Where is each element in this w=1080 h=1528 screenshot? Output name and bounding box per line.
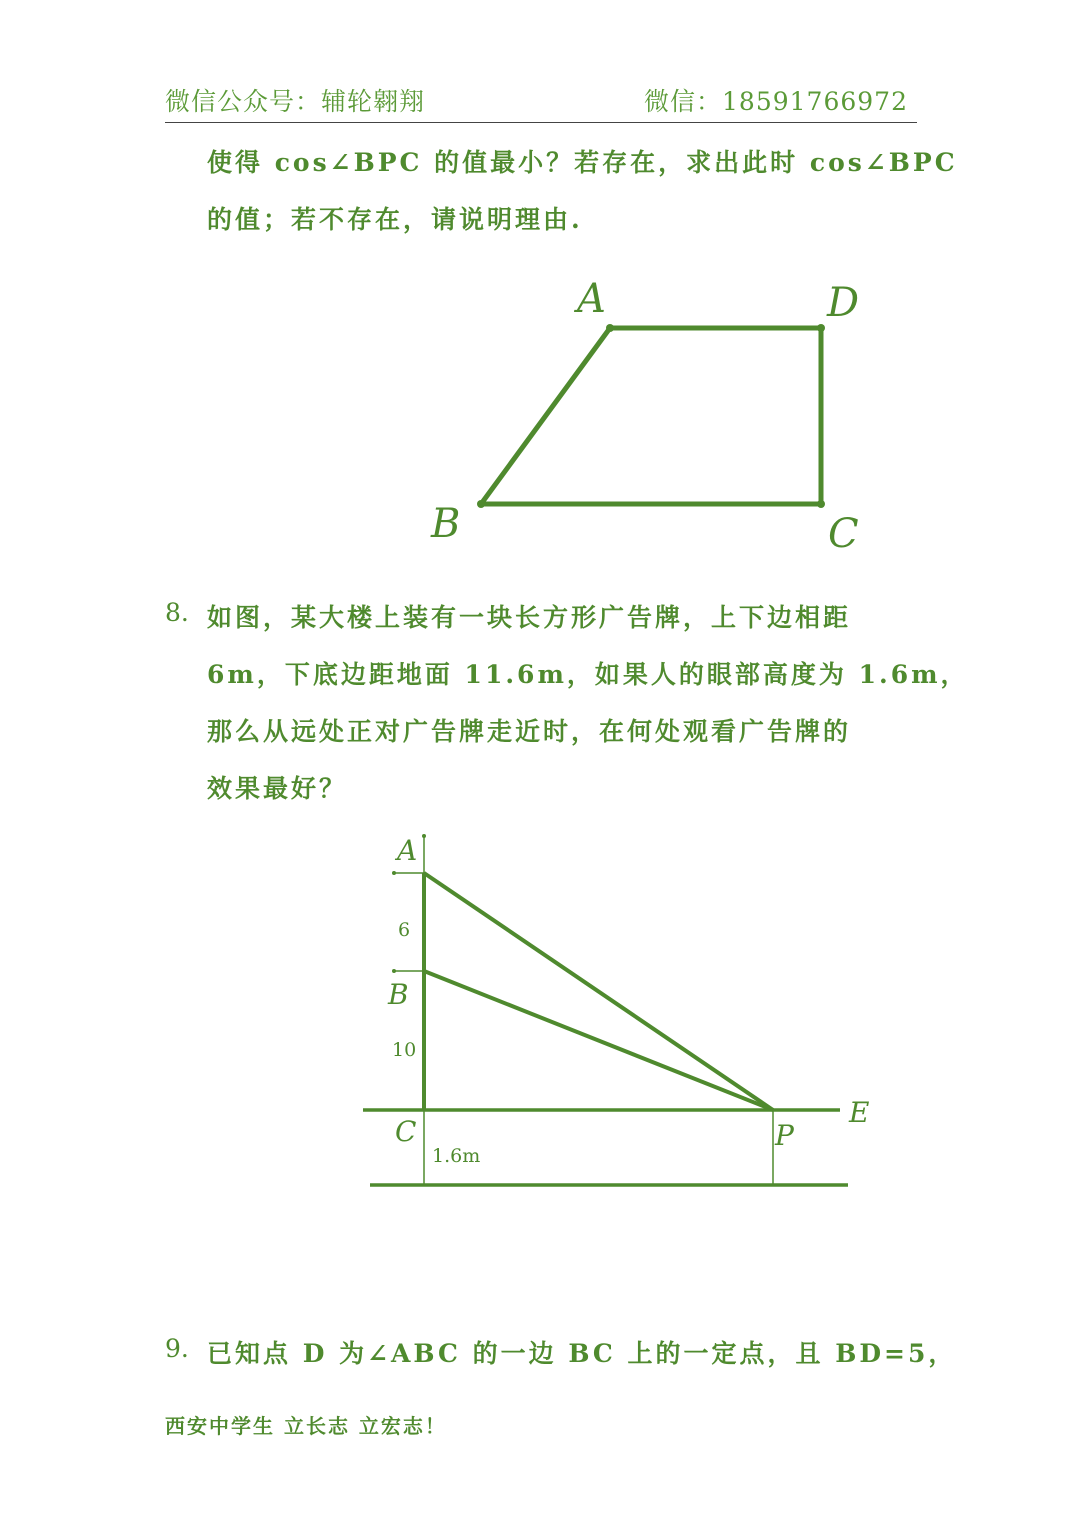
label-d: D	[827, 280, 860, 326]
q8-line-3: 那么从远处正对广告牌走近时，在何处观看广告牌的	[207, 717, 852, 746]
q7-line-1: 使得 cos∠BPC 的值最小？若存在，求出此时 cos∠BPC	[207, 148, 958, 177]
label-a: A	[577, 276, 606, 322]
header-right: 微信：18591766972	[644, 87, 908, 116]
point-d	[817, 324, 825, 332]
point-c	[817, 500, 825, 508]
label-c: C	[828, 511, 859, 557]
label-c: C	[395, 1115, 417, 1148]
trapezoid-figure	[0, 0, 1080, 580]
length-bc: 10	[392, 1039, 417, 1061]
q9-number: 9.	[165, 1334, 189, 1363]
q8-line-4: 效果最好？	[207, 774, 348, 803]
label-b: B	[388, 978, 409, 1011]
label-b: B	[431, 501, 461, 547]
length-ab: 6	[398, 919, 411, 941]
billboard-figure	[0, 820, 1080, 1210]
tick-a-dot	[392, 871, 396, 875]
wall-top-dot	[422, 834, 426, 838]
length-eye: 1.6m	[432, 1145, 481, 1167]
q8-line-2: 6m，下底边距地面 11.6m，如果人的眼部高度为 1.6m，	[207, 660, 969, 689]
label-p: P	[775, 1119, 794, 1152]
label-a: A	[397, 834, 418, 867]
tick-b-dot	[392, 969, 396, 973]
trapezoid-outline	[481, 328, 821, 504]
header-left: 微信公众号：辅轮翱翔	[165, 87, 426, 116]
q7-line-2: 的值；若不存在，请说明理由.	[207, 205, 583, 234]
q8-number: 8.	[165, 598, 189, 627]
footer-slogan: 西安中学生 立长志 立宏志！	[165, 1414, 447, 1438]
label-e: E	[849, 1096, 870, 1129]
point-b	[477, 500, 485, 508]
point-a	[606, 324, 614, 332]
q8-line-1: 如图，某大楼上装有一块长方形广告牌，上下边相距	[207, 603, 852, 632]
q9-line-1: 已知点 D 为∠ABC 的一边 BC 上的一定点，且 BD=5，	[207, 1339, 957, 1368]
